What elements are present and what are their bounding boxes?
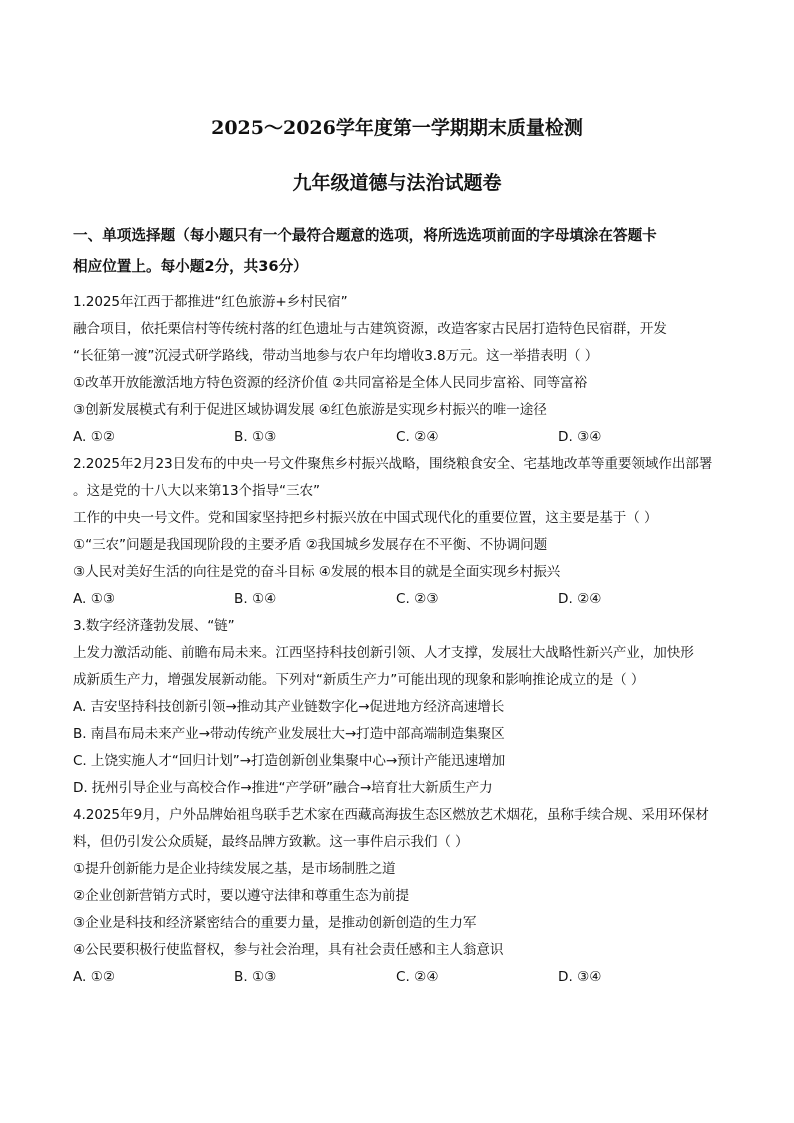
- question-3-option-d[interactable]: D. 抚州引导企业与高校合作→推进“产学研”融合→培育壮大新质生产力: [73, 780, 493, 796]
- question-2-options: [73, 590, 733, 608]
- question-1-line-3: “长征第一渡”沉浸式研学路线，带动当地参与农户年均增收3.8万元。这一举措表明（ ）: [73, 348, 599, 364]
- question-1-option-b[interactable]: B. ①③: [234, 429, 277, 445]
- question-4-option-a[interactable]: A. ①②: [73, 969, 116, 985]
- question-1-line-4: ①改革开放能激活地方特色资源的经济价值 ②共同富裕是全体人民同步富裕、同等富裕: [73, 375, 588, 391]
- question-2-line-4: ①“三农”问题是我国现阶段的主要矛盾 ②我国城乡发展存在不平衡、不协调问题: [73, 537, 548, 553]
- question-3-line-1: 3.数字经济蓬勃发展、“链”: [73, 618, 235, 634]
- question-4-line-6: ④公民要积极行使监督权，参与社会治理，具有社会责任感和主人翁意识: [73, 942, 504, 958]
- question-2-line-3: 工作的中央一号文件。党和国家坚持把乡村振兴放在中国式现代化的重要位置，这主要是基于（ ）: [73, 510, 658, 526]
- question-2-option-b[interactable]: B. ①④: [234, 591, 277, 607]
- question-4-option-d[interactable]: D. ③④: [558, 969, 602, 985]
- question-4-line-1: 4.2025年9月，户外品牌始祖鸟联手艺术家在西藏高海拔生态区燃放艺术烟花，虽称手续合规、采用环保材: [73, 807, 709, 823]
- question-4-option-c[interactable]: C. ②④: [396, 969, 439, 985]
- question-2-line-1: 2.2025年2月23日发布的中央一号文件聚焦乡村振兴战略，围绕粮食安全、宅基地改革等重要领域作出部署: [73, 456, 713, 472]
- question-1-line-1: 1.2025年江西于都推进“红色旅游+乡村民宿”: [73, 294, 348, 310]
- question-3-option-c[interactable]: C. 上饶实施人才“回归计划”→打造创新创业集聚中心→预计产能迅速增加: [73, 753, 506, 769]
- question-3-option-a[interactable]: A. 吉安坚持科技创新引领→推动其产业链数字化→促进地方经济高速增长: [73, 699, 505, 715]
- question-4-line-5: ③企业是科技和经济紧密结合的重要力量，是推动创新创造的生力军: [73, 915, 477, 931]
- question-3-line-3: 成新质生产力，增强发展新动能。下列对“新质生产力”可能出现的现象和影响推论成立的是（ ）: [73, 672, 645, 688]
- question-2-line-2: 。这是党的十八大以来第13个指导“三农”: [73, 483, 320, 499]
- question-1-line-5: ③创新发展模式有利于促进区域协调发展 ④红色旅游是实现乡村振兴的唯一途径: [73, 402, 547, 418]
- question-4-option-b[interactable]: B. ①③: [234, 969, 277, 985]
- question-1-option-d[interactable]: D. ③④: [558, 429, 602, 445]
- question-3-option-b[interactable]: B. 南昌布局未来产业→带动传统产业发展壮大→打造中部高端制造集聚区: [73, 726, 505, 742]
- question-4-line-3: ①提升创新能力是企业持续发展之基，是市场制胜之道: [73, 861, 396, 877]
- question-1-options: [73, 428, 733, 446]
- section-heading-line2: 相应位置上。每小题2分，共36分）: [73, 258, 308, 275]
- question-1-option-a[interactable]: A. ①②: [73, 429, 116, 445]
- question-3-line-2: 上发力激活动能、前瞻布局未来。江西坚持科技创新引领、人才支撑，发展壮大战略性新兴产业，加快形: [73, 645, 694, 661]
- question-4-line-4: ②企业创新营销方式时，要以遵守法律和尊重生态为前提: [73, 888, 409, 904]
- question-2-option-a[interactable]: A. ①③: [73, 591, 116, 607]
- question-1-option-c[interactable]: C. ②④: [396, 429, 439, 445]
- question-2-option-c[interactable]: C. ②③: [396, 591, 439, 607]
- question-2-option-d[interactable]: D. ②④: [558, 591, 602, 607]
- question-2-line-5: ③人民对美好生活的向往是党的奋斗目标 ④发展的根本目的就是全面实现乡村振兴: [73, 564, 561, 580]
- question-1-line-2: 融合项目，依托栗信村等传统村落的红色遗址与古建筑资源，改造客家古民居打造特色民宿群，开发: [73, 321, 667, 337]
- question-4-options: [73, 968, 733, 986]
- exam-subtitle: 九年级道德与法治试题卷: [292, 172, 502, 194]
- question-4-line-2: 料，但仍引发公众质疑，最终品牌方致歉。这一事件启示我们（ ）: [73, 834, 469, 850]
- exam-title: 2025～2026学年度第一学期期末质量检测: [211, 117, 583, 139]
- section-heading-line1: 一、单项选择题（每小题只有一个最符合题意的选项，将所选选项前面的字母填涂在答题卡: [73, 227, 657, 244]
